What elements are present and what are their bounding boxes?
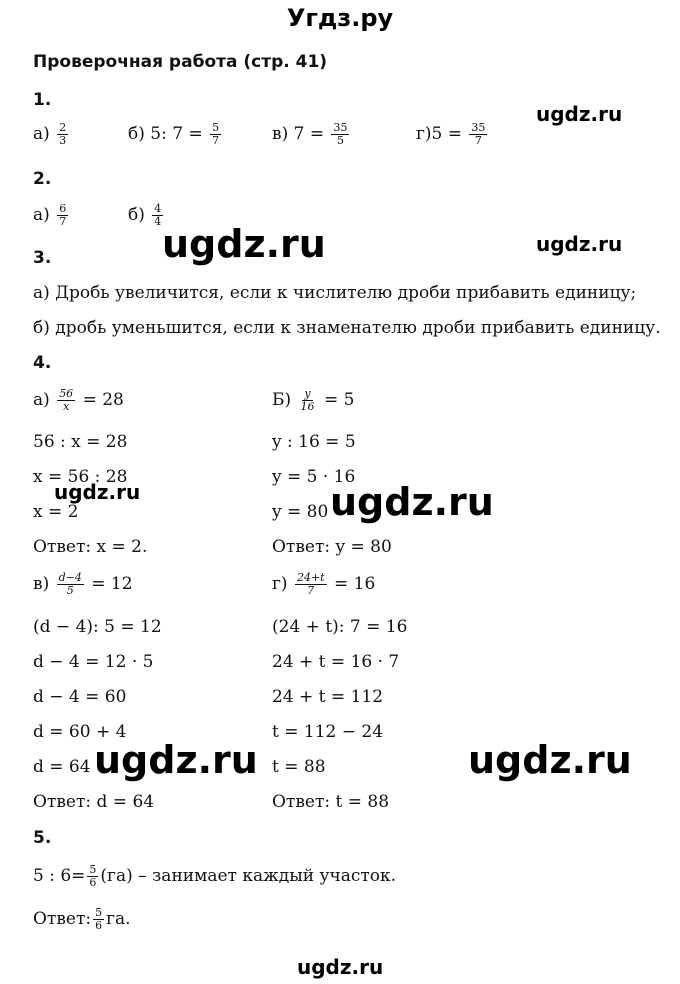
fraction-numerator: 56 — [59, 387, 74, 400]
watermark: ugdz.ru — [297, 955, 384, 979]
task4-b-rhs: = 5 — [323, 390, 355, 411]
task4-d-equation — [272, 572, 375, 597]
task1-b-fraction — [210, 122, 221, 147]
task4-c-step: d − 4 = 12 · 5 — [33, 652, 154, 672]
fraction-numerator: 24+t — [296, 571, 325, 584]
task4-b-step: y = 80 — [272, 502, 329, 522]
task4-c-step: d = 64 — [33, 757, 91, 777]
fraction-numerator: 35 — [333, 121, 348, 134]
task4-a-fraction — [57, 388, 75, 413]
watermark: ugdz.ru — [330, 480, 494, 524]
task5-answer-fraction — [93, 907, 104, 932]
task4-a-equation — [33, 388, 124, 413]
task1-a-fraction — [57, 122, 68, 147]
fraction-denominator: 16 — [300, 400, 315, 414]
task3-line-b: б) дробь уменьшится, если к знаменателю дроби прибавить единицу. — [33, 318, 661, 338]
task5-line1-fraction — [87, 864, 98, 889]
task1-number: 1. — [33, 90, 52, 110]
fraction-denominator: 7 — [474, 134, 482, 148]
fraction-numerator: 2 — [59, 121, 67, 134]
watermark: ugdz.ru — [54, 480, 141, 504]
fraction-denominator: x — [63, 400, 70, 414]
task2-a-label: а) — [33, 205, 50, 226]
task5-line1 — [33, 864, 396, 889]
task1-item-a — [33, 122, 70, 147]
task5-line1-post: (га) – занимает каждый участок. — [100, 866, 397, 887]
fraction-numerator: 5 — [89, 863, 97, 876]
task4-c-step: d = 60 + 4 — [33, 722, 127, 742]
task4-c-step: (d − 4): 5 = 12 — [33, 617, 162, 637]
fraction-numerator: y — [304, 387, 311, 400]
fraction-denominator: 7 — [307, 584, 315, 598]
task5-answer-post: га. — [106, 909, 131, 930]
fraction-denominator: 7 — [212, 134, 220, 148]
watermark: ugdz.ru — [468, 738, 632, 782]
task4-c-equation — [33, 572, 133, 597]
task4-d-label: г) — [272, 574, 288, 595]
fraction-numerator: 35 — [471, 121, 486, 134]
task4-a-step: 56 : x = 28 — [33, 432, 128, 452]
task4-c-fraction — [57, 572, 84, 597]
fraction-denominator: 6 — [95, 919, 103, 933]
fraction-denominator: 5 — [66, 584, 74, 598]
task4-d-fraction — [295, 572, 327, 597]
task4-b-step: y : 16 = 5 — [272, 432, 356, 452]
task1-c-label: в) 7 = — [272, 124, 325, 145]
task4-a-step: x = 2 — [33, 502, 79, 522]
task4-d-rhs: = 16 — [334, 574, 376, 595]
task4-b-answer: Ответ: y = 80 — [272, 537, 392, 557]
task4-a-step: x = 56 : 28 — [33, 467, 128, 487]
watermark: ugdz.ru — [536, 102, 623, 126]
task1-d-fraction — [469, 122, 487, 147]
site-title: Угдз.ру — [286, 4, 394, 32]
task4-c-step: d − 4 = 60 — [33, 687, 127, 707]
task4-d-step: (24 + t): 7 = 16 — [272, 617, 408, 637]
task3-line-a: а) Дробь увеличится, если к числителю дроби прибавить единицу; — [33, 283, 637, 303]
work-title: Проверочная работа (стр. 41) — [33, 52, 328, 72]
task2-b-label: б) — [128, 205, 145, 226]
fraction-numerator: 5 — [212, 121, 220, 134]
task2-item-b — [128, 203, 165, 228]
task1-item-c — [272, 122, 351, 147]
task1-d-label: г)5 = — [416, 124, 463, 145]
task3-number: 3. — [33, 248, 52, 268]
task4-a-label: а) — [33, 390, 50, 411]
task1-b-label: б) 5: 7 = — [128, 124, 203, 145]
task4-b-equation — [272, 388, 354, 413]
task4-c-rhs: = 12 — [91, 574, 133, 595]
task2-item-a — [33, 203, 70, 228]
fraction-denominator: 4 — [154, 215, 162, 229]
task4-c-answer: Ответ: d = 64 — [33, 792, 155, 812]
task2-a-fraction — [57, 203, 68, 228]
task4-d-step: t = 88 — [272, 757, 326, 777]
task4-b-step: y = 5 · 16 — [272, 467, 356, 487]
task1-a-label: а) — [33, 124, 50, 145]
watermark: ugdz.ru — [536, 232, 623, 256]
fraction-denominator: 3 — [59, 134, 67, 148]
task1-c-fraction — [331, 122, 349, 147]
task2-number: 2. — [33, 169, 52, 189]
task5-number: 5. — [33, 828, 52, 848]
task4-d-step: 24 + t = 112 — [272, 687, 384, 707]
task1-item-d — [416, 122, 489, 147]
task5-answer — [33, 907, 131, 932]
task4-b-label: Б) — [272, 390, 292, 411]
fraction-denominator: 7 — [59, 215, 67, 229]
task4-d-answer: Ответ: t = 88 — [272, 792, 390, 812]
task4-d-step: t = 112 − 24 — [272, 722, 384, 742]
task4-d-step: 24 + t = 16 · 7 — [272, 652, 400, 672]
fraction-denominator: 6 — [89, 876, 97, 890]
task4-c-label: в) — [33, 574, 50, 595]
watermark: ugdz.ru — [94, 738, 258, 782]
task4-number: 4. — [33, 353, 52, 373]
task1-item-b — [128, 122, 223, 147]
watermark: ugdz.ru — [162, 222, 326, 266]
fraction-numerator: 5 — [95, 906, 103, 919]
task4-a-rhs: = 28 — [82, 390, 124, 411]
task5-answer-pre: Ответ: — [33, 909, 92, 930]
task5-line1-pre: 5 : 6= — [33, 866, 86, 887]
fraction-numerator: d−4 — [58, 571, 82, 584]
fraction-denominator: 5 — [336, 134, 344, 148]
task4-a-answer: Ответ: x = 2. — [33, 537, 148, 557]
fraction-numerator: 4 — [154, 202, 162, 215]
task4-b-fraction — [299, 388, 317, 413]
fraction-numerator: 6 — [59, 202, 67, 215]
